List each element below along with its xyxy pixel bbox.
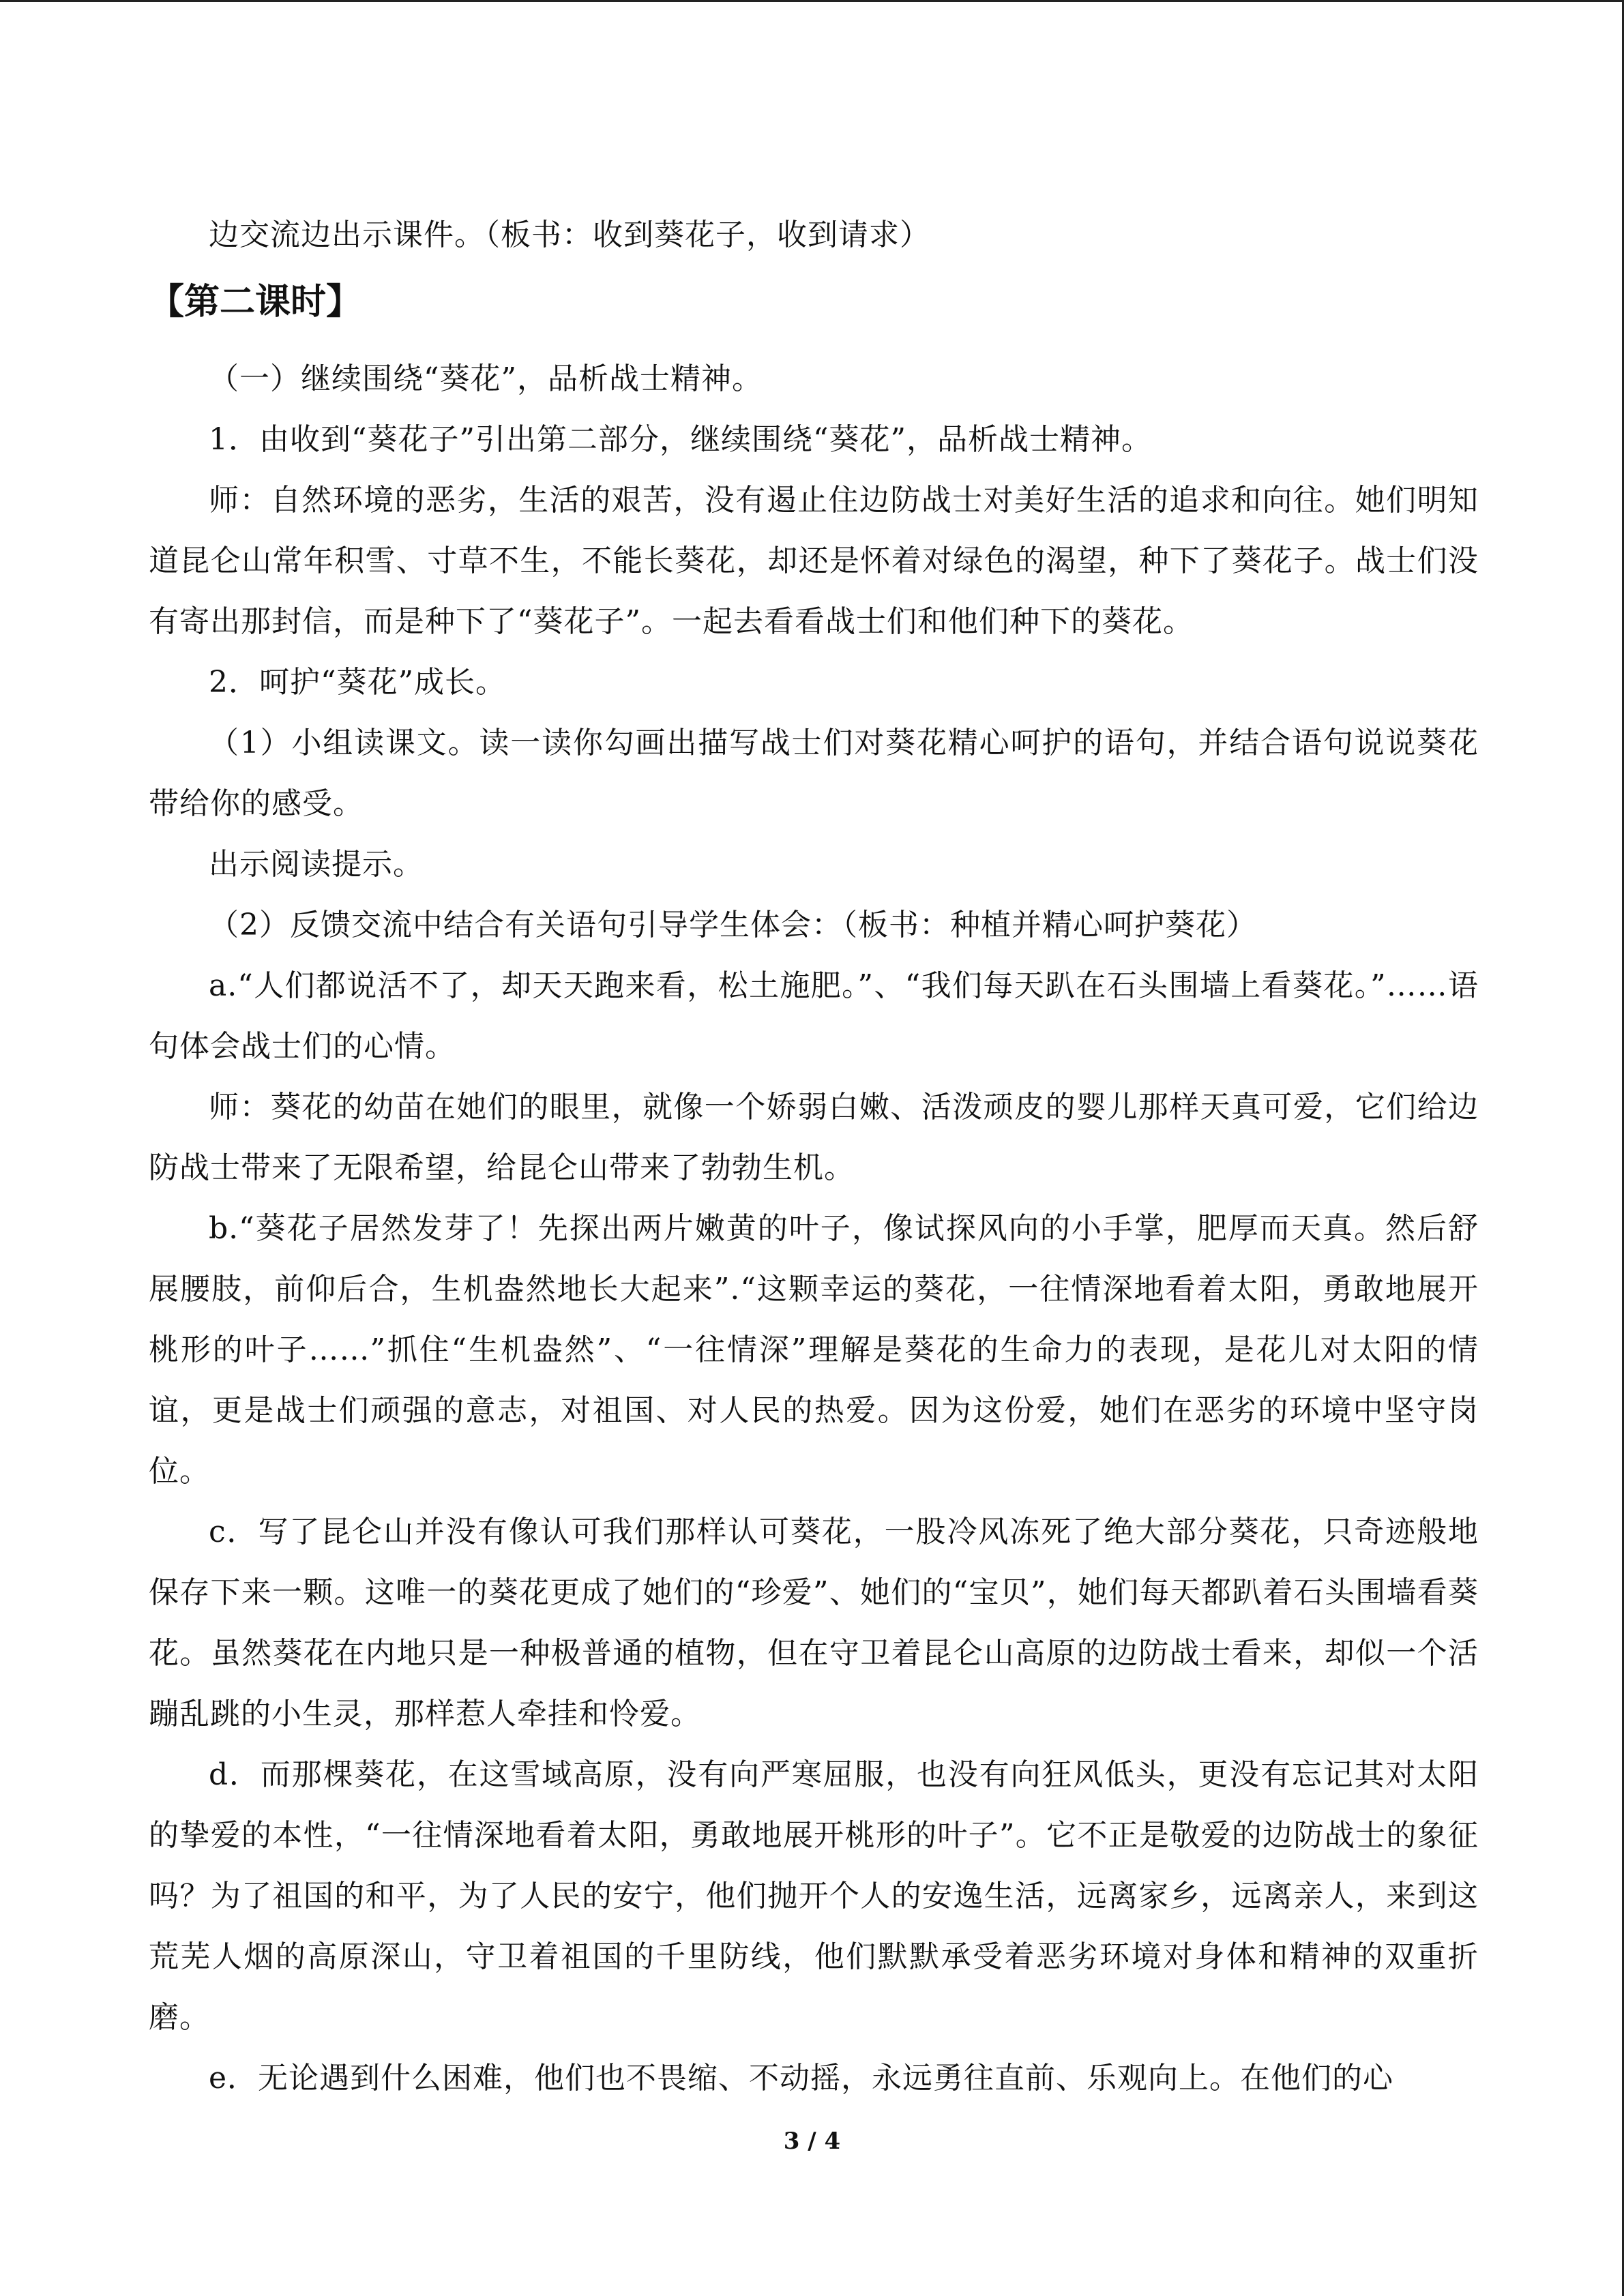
teacher-remark-2: 师：葵花的幼苗在她们的眼里，就像一个娇弱白嫩、活泼顽皮的婴儿那样天真可爱，它们给边防战士带来了无限希望，给昆仑山带来了勃勃生机。 (149, 1090, 1479, 1185)
point-e: e．无论遇到什么困难，他们也不畏缩、不动摇，永远勇往直前、乐观向上。在他们的心 (209, 2061, 1394, 2096)
point-c: c．写了昆仑山并没有像认可我们那样认可葵花，一股冷风冻死了绝大部分葵花，只奇迹般地保存下来一颗。这唯一的葵花更成了她们的“珍爱”、她们的“宝贝”，她们每天都趴着石头围墙看葵花。虽然葵花在内地只是一种极普通的植物，但在守卫着昆仑山高原的边防战士看来，却似一个活蹦乱跳的小生灵，那样惹人牵挂和怜爱。 (149, 1515, 1479, 1731)
point-d: d．而那棵葵花，在这雪域高原，没有向严寒屈服，也没有向狂风低头，更没有忘记其对太阳的挚爱的本性，“一往情深地看着太阳，勇敢地展开桃形的叶子”。它不正是敬爱的边防战士的象征吗？为了祖国的和平，为了人民的安宁，他们抛开个人的安逸生活，远离家乡，远离亲人，来到这荒芜人烟的高原深山，守卫着祖国的千里防线，他们默默承受着恶劣环境对身体和精神的双重折磨。 (149, 1757, 1479, 2035)
step-2-1: （1）小组读课文。读一读你勾画出描写战士们对葵花精心呵护的语句，并结合语句说说葵花带给你的感受。 (149, 726, 1479, 821)
lesson-body (149, 348, 1479, 2108)
point-b: b.“葵花子居然发芽了！先探出两片嫩黄的叶子，像试探风向的小手掌，肥厚而天真。然后舒展腰肢，前仰后合，生机盎然地长大起来”.“这颗幸运的葵花，一往情深地看着太阳，勇敢地展开桃形的叶子……”抓住“生机盎然”、“一往情深”理解是葵花的生命力的表现，是花儿对太阳的情谊，更是战士们顽强的意志，对祖国、对人民的热爱。因为这份爱，她们在恶劣的环境中坚守岗位。 (149, 1211, 1479, 1489)
lesson-heading: 【第二课时】 (149, 282, 362, 323)
step-1: 1．由收到“葵花子”引出第二部分，继续围绕“葵花”，品析战士精神。 (209, 422, 1152, 457)
document-page (149, 205, 1479, 2108)
page-number: 3 / 4 (783, 2128, 841, 2155)
step-2: 2．呵护“葵花”成长。 (209, 665, 506, 700)
intro-line: 边交流边出示课件。（板书：收到葵花子，收到请求） (209, 218, 930, 252)
section-title: （一）继续围绕“葵花”，品析战士精神。 (209, 361, 763, 396)
teacher-remark-1: 师：自然环境的恶劣，生活的艰苦，没有遏止住边防战士对美好生活的追求和向往。她们明知道昆仑山常年积雪、寸草不生，不能长葵花，却还是怀着对绿色的渴望，种下了葵花子。战士们没有寄出那封信，而是种下了“葵花子”。一起去看看战士们和他们种下的葵花。 (149, 483, 1479, 639)
reading-hint: 出示阅读提示。 (209, 847, 424, 882)
point-a: a.“人们都说活不了，却天天跑来看，松土施肥。”、“我们每天趴在石头围墙上看葵花。”……语句体会战士们的心情。 (149, 968, 1479, 1064)
step-2-2: （2）反馈交流中结合有关语句引导学生体会：（板书：种植并精心呵护葵花） (209, 908, 1257, 942)
page-frame-top (0, 0, 1624, 2)
